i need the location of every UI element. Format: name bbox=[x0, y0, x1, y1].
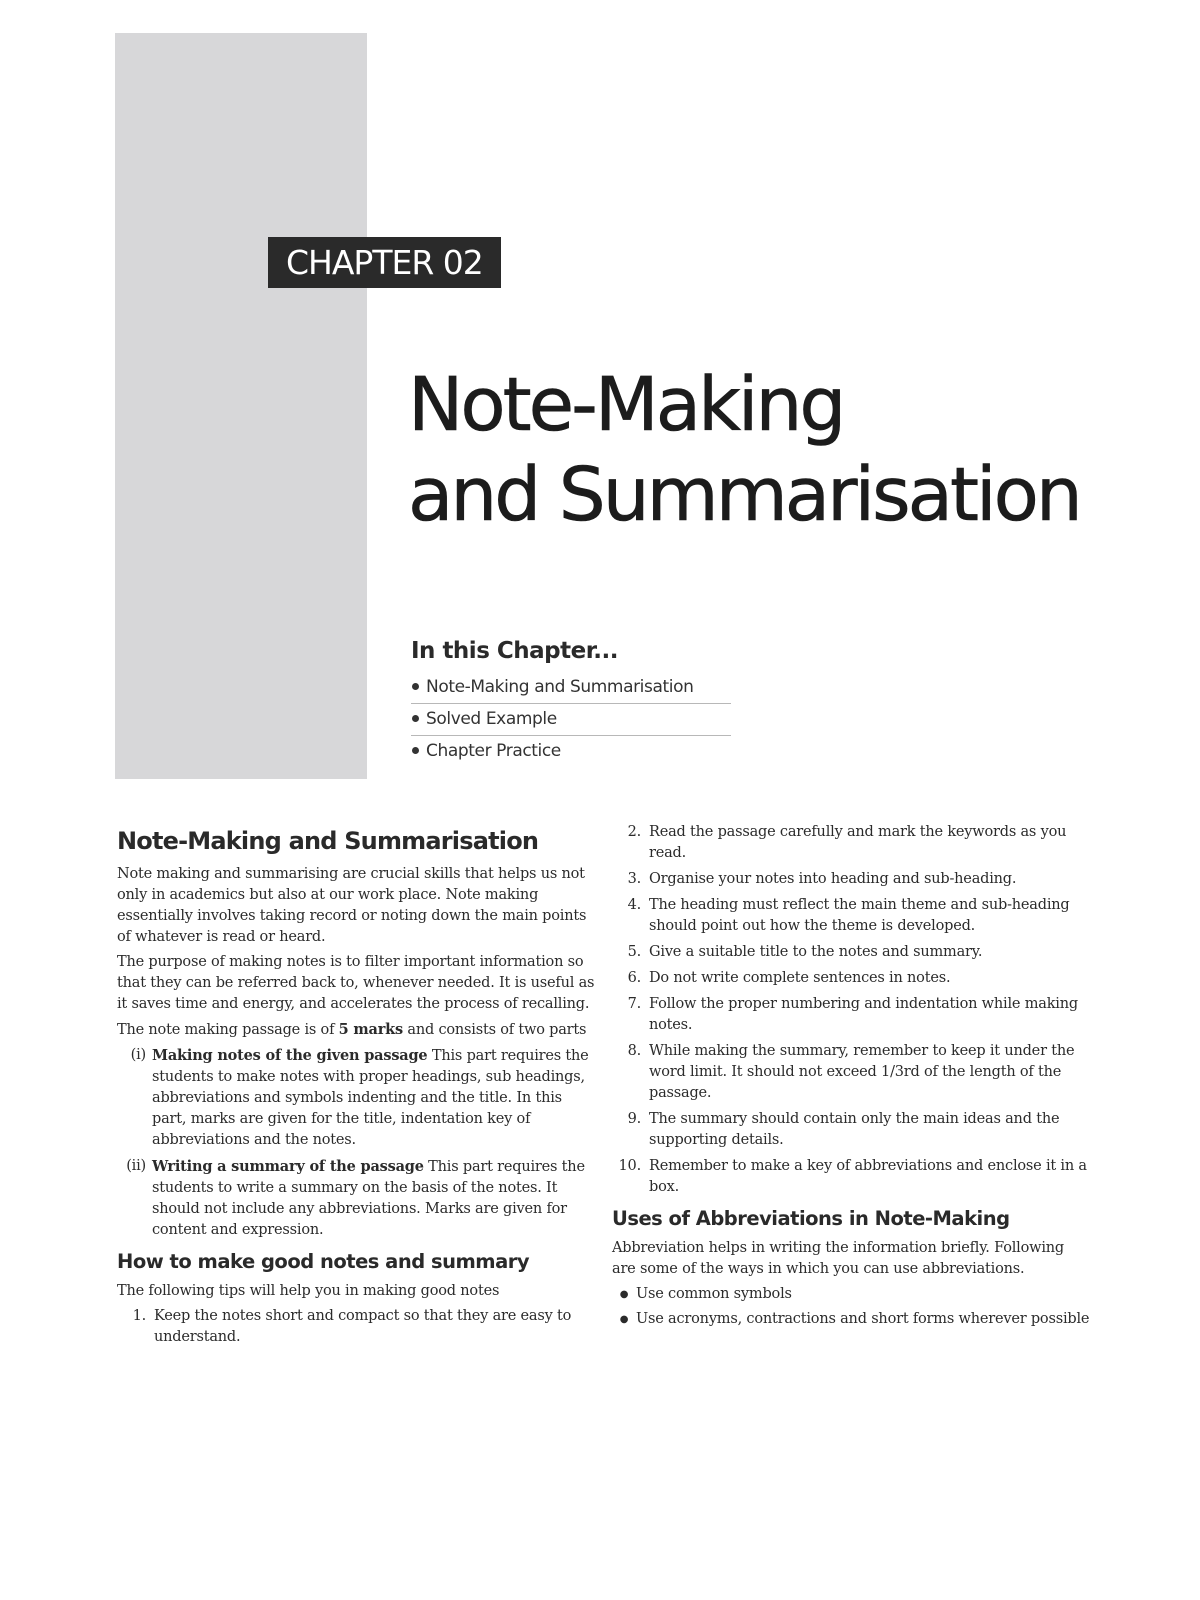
chapter-title-line2: and Summarisation bbox=[408, 452, 1080, 538]
item-text: Do not write complete sentences in notes. bbox=[649, 970, 951, 986]
item-text: Making notes of the given passage This part requires the students to make notes with proper headings, sub headings, abbreviations and symbols indenting and the title. In this part, marks are given for the title, indentation key of abbreviations and the notes. bbox=[152, 1047, 589, 1148]
item-text: Use common symbols bbox=[636, 1286, 792, 1302]
subsection-heading: Uses of Abbreviations in Note-Making bbox=[612, 1207, 1010, 1230]
contents-item bbox=[411, 704, 731, 735]
item-text: Organise your notes into heading and sub-heading. bbox=[649, 871, 1017, 887]
section-heading: Note-Making and Summarisation bbox=[117, 827, 539, 855]
contents-item-label: Solved Example bbox=[426, 709, 557, 729]
bullet-item bbox=[612, 1284, 1090, 1305]
list-item bbox=[117, 1156, 595, 1241]
paragraph: Note making and summarising are crucial skills that helps us not only in academics but also at our work place. Note making essentially involves taking record or noting down the main points of whatever is read or heard. bbox=[117, 866, 587, 945]
item-text: The heading must reflect the main theme and sub-heading should point out how the theme is developed. bbox=[649, 897, 1070, 934]
item-text: Follow the proper numbering and indentation while making notes. bbox=[649, 996, 1078, 1033]
list-item: 2. Read the passage carefully and mark the keywords as you read. bbox=[612, 822, 1090, 864]
list-item: 7. Follow the proper numbering and indentation while making notes. bbox=[612, 994, 1090, 1036]
contents-item-label: Chapter Practice bbox=[426, 741, 561, 761]
list-item: 3. Organise your notes into heading and sub-heading. bbox=[612, 869, 1090, 890]
left-column bbox=[117, 820, 595, 1353]
paragraph: The note making passage is of 5 marks and consists of two parts bbox=[117, 1021, 587, 1038]
paragraph: The purpose of making notes is to filter important information so that they can be referred back to, whenever needed. It is useful as it saves time and energy, and accelerates the process of recalling. bbox=[117, 954, 595, 1012]
bullet-icon bbox=[412, 683, 419, 690]
item-text: Use acronyms, contractions and short forms wherever possible bbox=[636, 1311, 1090, 1327]
list-item: 10. Remember to make a key of abbreviations and enclose it in a box. bbox=[612, 1156, 1090, 1198]
item-label: (ii) bbox=[126, 1158, 146, 1174]
bullet-item bbox=[612, 1309, 1090, 1330]
bullet-icon bbox=[412, 747, 419, 754]
item-text: The summary should contain only the main ideas and the supporting details. bbox=[649, 1111, 1060, 1148]
list-item: 1. Keep the notes short and compact so that they are easy to understand. bbox=[117, 1306, 595, 1348]
item-text: Remember to make a key of abbreviations and enclose it in a box. bbox=[649, 1158, 1087, 1195]
right-column bbox=[612, 822, 1090, 1334]
bullet-icon: ● bbox=[619, 1289, 629, 1300]
list-item: 8. While making the summary, remember to keep it under the word limit. It should not exceed 1/3rd of the length of the passage. bbox=[612, 1041, 1090, 1104]
list-item bbox=[117, 1045, 595, 1151]
item-label: (i) bbox=[130, 1047, 146, 1063]
list-item: 5. Give a suitable title to the notes and summary. bbox=[612, 942, 1090, 963]
chapter-label: CHAPTER 02 bbox=[268, 237, 501, 288]
bullet-icon: ● bbox=[619, 1314, 629, 1325]
chapter-title bbox=[408, 360, 1080, 540]
contents-item-label: Note-Making and Summarisation bbox=[426, 677, 694, 697]
item-text: Keep the notes short and compact so that they are easy to understand. bbox=[154, 1308, 572, 1345]
contents-heading: In this Chapter... bbox=[411, 638, 618, 664]
chapter-title-line1: Note-Making bbox=[408, 362, 844, 448]
contents-item bbox=[411, 672, 731, 703]
subsection-heading: How to make good notes and summary bbox=[117, 1250, 530, 1273]
list-item: 6. Do not write complete sentences in notes. bbox=[612, 968, 1090, 989]
chapter-contents bbox=[411, 638, 731, 767]
paragraph: Abbreviation helps in writing the information briefly. Following are some of the ways in which you can use abbreviations. bbox=[612, 1240, 1065, 1277]
contents-item bbox=[411, 736, 731, 767]
item-text: Give a suitable title to the notes and summary. bbox=[649, 944, 983, 960]
paragraph: The following tips will help you in making good notes bbox=[117, 1283, 500, 1299]
item-text: While making the summary, remember to keep it under the word limit. It should not exceed 1/3rd of the length of the passage. bbox=[649, 1043, 1075, 1101]
chapter-side-band bbox=[115, 33, 367, 779]
list-item: 4. The heading must reflect the main theme and sub-heading should point out how the theme is developed. bbox=[612, 895, 1090, 937]
list-item: 9. The summary should contain only the main ideas and the supporting details. bbox=[612, 1109, 1090, 1151]
item-text: Read the passage carefully and mark the keywords as you read. bbox=[649, 824, 1067, 861]
bullet-icon bbox=[412, 715, 419, 722]
item-text: Writing a summary of the passage This part requires the students to write a summary on the basis of the notes. It should not include any abbreviations. Marks are given for content and expression. bbox=[152, 1158, 585, 1238]
